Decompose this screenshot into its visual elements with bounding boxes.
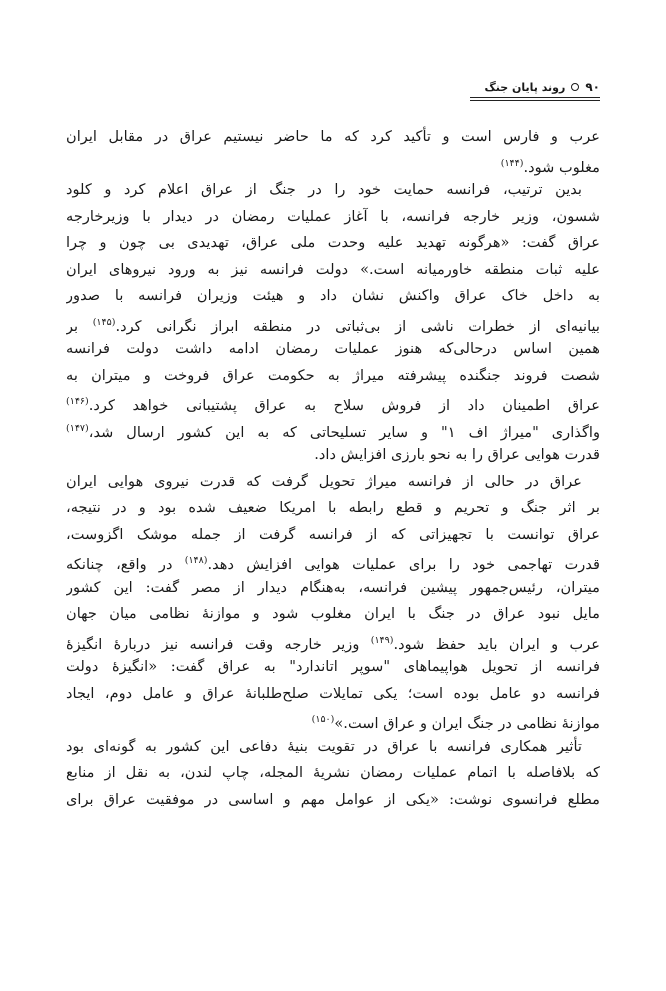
text-line: [66, 601, 600, 628]
footnote-marker: (۱۵۰): [311, 714, 335, 725]
line-text: عراق در حالی از فرانسه میراژ تحویل گرفت که قدرت نیروی هوایی ایران: [66, 472, 582, 490]
line-text: بیانیه‌ای از خطرات ناشی از بی‌ثباتی در منطقه ابراز نگرانی کرد.: [115, 317, 600, 335]
line-text: عراق توانست با تجهیزاتی که از فرانسه گرفت از جمله موشک اگزوست،: [66, 525, 600, 543]
text-line: [66, 522, 600, 549]
line-text: عرب و ایران باید حفظ شود.: [393, 635, 600, 653]
line-text: تأثیر همکاری فرانسه با عراق در تقویت بنیهٔ دفاعی این کشور به گونه‌ای بود: [66, 737, 582, 755]
text-line: [66, 575, 600, 602]
line-tail-text: وزیر خارجه وقت فرانسه نیز دربارهٔ انگیزهٔ: [66, 635, 371, 653]
text-line: [66, 416, 600, 443]
header-rule: [470, 97, 600, 98]
text-line: [66, 548, 600, 575]
line-text: قدرت هوایی عراق را به نحو بارزی افزایش داد.: [314, 446, 600, 463]
text-line: [66, 681, 600, 708]
text-line: [66, 204, 600, 231]
text-line: [66, 151, 600, 178]
text-line: [66, 230, 600, 257]
footnote-marker: (۱۴۶): [66, 396, 89, 407]
line-text: به داخل خاک عراق واکنش نشان داد و هیئت وزیران فرانسه با صدور: [66, 287, 600, 304]
text-line: [66, 787, 600, 814]
page-number: ۹۰: [585, 80, 600, 94]
text-line: [66, 442, 600, 469]
line-text: عراق اطمینان داد از فروش سلاح به عراق پشتیبانی خواهد کرد.: [88, 397, 600, 414]
line-text: مطلع فرانسوی نوشت: «یکی از عوامل مهم و اساسی در موفقیت عراق برای: [66, 790, 600, 808]
line-text: موازنهٔ نظامی در جنگ ایران و عراق است.»: [334, 715, 600, 732]
running-title: روند پایان جنگ: [484, 80, 566, 94]
line-text: میتران، رئیس‌جمهور پیشین فرانسه، به‌هنگام دیدار از مصر گفت: این کشور: [66, 578, 600, 596]
line-text: بدین ترتیب، فرانسه حمایت خود را در جنگ از عراق اعلام کرد و کلود: [66, 181, 582, 198]
text-line: [66, 707, 600, 734]
line-tail-text: بر: [66, 317, 93, 335]
line-text: عرب و فارس است و تأکید کرد که ما حاضر نیستیم عراق در مقابل ایران: [66, 128, 600, 145]
line-text: عراق گفت: «هرگونه تهدید علیه وحدت ملی عراق، تهدیدی بی چون و چرا: [66, 234, 600, 251]
line-text: شسون، وزیر خارجه فرانسه، با آغاز عملیات رمضان در دیدار با وزیرخارجه: [66, 207, 600, 225]
text-line: [66, 469, 600, 496]
line-text: فرانسه از تحویل هواپیماهای "سوپر اتاندارد" به عراق گفت: «انگیزهٔ دولت: [66, 658, 600, 675]
line-text: بر اثر جنگ و تحریم و قطع رابطه با امریکا ضعیف شده بود و در نتیجه،: [66, 499, 600, 516]
line-text: شصت فروند جنگنده پیشرفته میراژ به حکومت عراق فروخت و میتران به: [66, 366, 600, 384]
line-tail-text: در واقع، چنانکه: [66, 556, 185, 573]
line-text: مایل نبود عراق در جنگ با ایران مغلوب شود و موازنهٔ نظامی میان جهان: [66, 605, 600, 622]
line-text: قدرت تهاجمی خود را برای عملیات هوایی افزایش دهد.: [207, 556, 600, 573]
text-line: [66, 389, 600, 416]
running-header: [470, 80, 600, 94]
text-line: [66, 628, 600, 655]
text-line: [66, 363, 600, 390]
footnote-marker: (۱۴۷): [66, 422, 89, 434]
text-line: [66, 734, 600, 761]
header-rule-thin: [470, 100, 600, 101]
text-line: [66, 310, 600, 337]
footnote-marker: (۱۴۵): [92, 316, 116, 328]
footnote-marker: (۱۴۸): [184, 555, 208, 566]
text-line: [66, 124, 600, 151]
text-line: [66, 495, 600, 522]
line-text: که بلافاصله با اتمام عملیات رمضان نشریهٔ المجله، چاپ لندن، به نقل از منابع: [66, 764, 600, 781]
text-line: [66, 283, 600, 310]
line-text: همین اساس درحالی‌که هنوز عملیات رمضان ادامه داشت دولت فرانسه: [66, 340, 600, 357]
text-line: [66, 336, 600, 363]
text-line: [66, 177, 600, 204]
footnote-marker: (۱۴۴): [500, 157, 524, 169]
text-line: [66, 760, 600, 787]
line-text: واگذاری "میراژ اف ۱" و سایر تسلیحاتی که به این کشور ارسال شد،: [88, 423, 600, 441]
circle-ornament-icon: [571, 83, 579, 91]
line-text: فرانسه دو عامل بوده است؛ یکی تمایلات صلح‌طلبانهٔ عراق و عامل دوم، ایجاد: [66, 684, 600, 702]
footnote-marker: (۱۴۹): [370, 634, 394, 646]
line-text: مغلوب شود.: [523, 158, 600, 176]
text-line: [66, 654, 600, 681]
line-text: علیه ثبات منطقه خاورمیانه است.» دولت فرانسه نیز به ورود نیروهای ایران: [66, 260, 600, 278]
body-text: [66, 124, 600, 813]
text-line: [66, 257, 600, 284]
